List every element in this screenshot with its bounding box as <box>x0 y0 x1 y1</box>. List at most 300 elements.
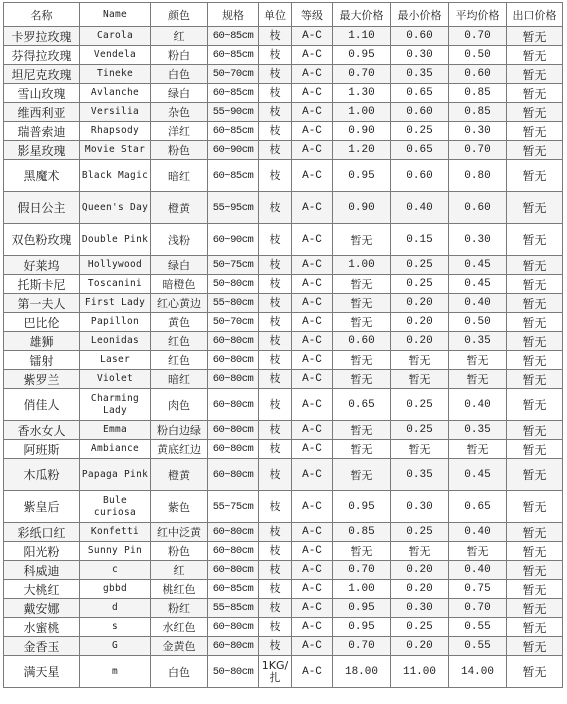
cell-export-price: 暂无 <box>507 256 563 275</box>
cell-grade: A-C <box>292 160 333 192</box>
table-row <box>4 542 563 561</box>
cell-avg-price: 0.60 <box>449 65 507 84</box>
cell-grade: A-C <box>292 332 333 351</box>
cell-unit: 枝 <box>259 599 292 618</box>
cell-avg-price: 0.65 <box>449 491 507 523</box>
cell-export-price: 暂无 <box>507 27 563 46</box>
cell-en-name: Laser <box>80 351 151 370</box>
cell-grade: A-C <box>292 141 333 160</box>
cell-cn-name: 卡罗拉玫瑰 <box>4 27 80 46</box>
cell-spec: 50~80cm <box>208 275 259 294</box>
cell-cn-name: 芬得拉玫瑰 <box>4 46 80 65</box>
cell-max-price: 0.70 <box>333 65 391 84</box>
cell-min-price: 0.40 <box>391 192 449 224</box>
cell-cn-name: 影星玫瑰 <box>4 141 80 160</box>
cell-unit: 枝 <box>259 523 292 542</box>
cell-export-price: 暂无 <box>507 46 563 65</box>
cell-max-price: 0.90 <box>333 122 391 141</box>
cell-min-price: 0.25 <box>391 618 449 637</box>
cell-color: 暗红 <box>151 370 208 389</box>
cell-spec: 55~85cm <box>208 599 259 618</box>
cell-avg-price: 0.35 <box>449 421 507 440</box>
cell-min-price: 0.25 <box>391 523 449 542</box>
cell-en-name: Bule curiosa <box>80 491 151 523</box>
cell-spec: 60~80cm <box>208 440 259 459</box>
price-table-container <box>3 2 563 688</box>
cell-spec: 55~80cm <box>208 294 259 313</box>
header-export-price: 出口价格 <box>507 3 563 27</box>
cell-color: 粉色 <box>151 141 208 160</box>
cell-min-price: 0.20 <box>391 313 449 332</box>
table-row <box>4 103 563 122</box>
cell-max-price: 0.95 <box>333 599 391 618</box>
cell-max-price: 暂无 <box>333 351 391 370</box>
cell-avg-price: 暂无 <box>449 370 507 389</box>
cell-cn-name: 维西利亚 <box>4 103 80 122</box>
cell-max-price: 0.85 <box>333 523 391 542</box>
cell-grade: A-C <box>292 256 333 275</box>
cell-grade: A-C <box>292 103 333 122</box>
cell-avg-price: 0.70 <box>449 141 507 160</box>
cell-spec: 55~95cm <box>208 192 259 224</box>
cell-en-name: Violet <box>80 370 151 389</box>
header-spec: 规格 <box>208 3 259 27</box>
cell-export-price: 暂无 <box>507 275 563 294</box>
cell-unit: 枝 <box>259 332 292 351</box>
cell-cn-name: 巴比伦 <box>4 313 80 332</box>
cell-color: 黄底红边 <box>151 440 208 459</box>
cell-en-name: Versilia <box>80 103 151 122</box>
table-row <box>4 84 563 103</box>
cell-export-price: 暂无 <box>507 351 563 370</box>
cell-max-price: 0.95 <box>333 160 391 192</box>
cell-en-name: d <box>80 599 151 618</box>
cell-avg-price: 14.00 <box>449 656 507 688</box>
cell-cn-name: 黑魔术 <box>4 160 80 192</box>
cell-max-price: 1.30 <box>333 84 391 103</box>
cell-en-name: Carola <box>80 27 151 46</box>
cell-cn-name: 瑞普索迪 <box>4 122 80 141</box>
cell-max-price: 1.00 <box>333 256 391 275</box>
cell-grade: A-C <box>292 561 333 580</box>
cell-en-name: Papaga Pink <box>80 459 151 491</box>
cell-color: 绿白 <box>151 84 208 103</box>
cell-max-price: 1.00 <box>333 103 391 122</box>
cell-grade: A-C <box>292 637 333 656</box>
cell-export-price: 暂无 <box>507 561 563 580</box>
cell-en-name: Papillon <box>80 313 151 332</box>
cell-max-price: 0.70 <box>333 637 391 656</box>
cell-en-name: Black Magic <box>80 160 151 192</box>
cell-spec: 60~90cm <box>208 141 259 160</box>
cell-grade: A-C <box>292 370 333 389</box>
cell-cn-name: 双色粉玫瑰 <box>4 224 80 256</box>
cell-spec: 60~85cm <box>208 84 259 103</box>
cell-min-price: 0.65 <box>391 141 449 160</box>
cell-color: 杂色 <box>151 103 208 122</box>
cell-export-price: 暂无 <box>507 224 563 256</box>
cell-cn-name: 水蜜桃 <box>4 618 80 637</box>
cell-min-price: 0.15 <box>391 224 449 256</box>
cell-color: 洋红 <box>151 122 208 141</box>
cell-export-price: 暂无 <box>507 122 563 141</box>
cell-en-name: Charming Lady <box>80 389 151 421</box>
cell-unit: 枝 <box>259 313 292 332</box>
cell-spec: 50~70cm <box>208 65 259 84</box>
cell-spec: 60~90cm <box>208 224 259 256</box>
cell-max-price: 1.20 <box>333 141 391 160</box>
cell-color: 白色 <box>151 656 208 688</box>
cell-cn-name: 紫皇后 <box>4 491 80 523</box>
cell-avg-price: 0.85 <box>449 84 507 103</box>
cell-export-price: 暂无 <box>507 599 563 618</box>
cell-avg-price: 0.40 <box>449 561 507 580</box>
cell-unit: 枝 <box>259 618 292 637</box>
cell-export-price: 暂无 <box>507 440 563 459</box>
cell-avg-price: 0.85 <box>449 103 507 122</box>
cell-unit: 枝 <box>259 27 292 46</box>
cell-en-name: Hollywood <box>80 256 151 275</box>
cell-color: 粉白 <box>151 46 208 65</box>
cell-grade: A-C <box>292 491 333 523</box>
cell-spec: 60~80cm <box>208 542 259 561</box>
table-row <box>4 421 563 440</box>
cell-unit: 枝 <box>259 141 292 160</box>
cell-color: 绿白 <box>151 256 208 275</box>
flower-price-table <box>3 2 563 688</box>
cell-spec: 50~70cm <box>208 313 259 332</box>
cell-min-price: 0.25 <box>391 122 449 141</box>
cell-avg-price: 0.50 <box>449 313 507 332</box>
cell-grade: A-C <box>292 523 333 542</box>
cell-cn-name: 第一夫人 <box>4 294 80 313</box>
cell-avg-price: 0.35 <box>449 332 507 351</box>
cell-max-price: 暂无 <box>333 313 391 332</box>
table-row <box>4 332 563 351</box>
cell-export-price: 暂无 <box>507 421 563 440</box>
cell-cn-name: 金香玉 <box>4 637 80 656</box>
cell-spec: 50~80cm <box>208 656 259 688</box>
cell-min-price: 0.30 <box>391 46 449 65</box>
cell-min-price: 0.25 <box>391 275 449 294</box>
cell-spec: 60~85cm <box>208 27 259 46</box>
cell-en-name: Vendela <box>80 46 151 65</box>
cell-en-name: Queen's Day <box>80 192 151 224</box>
cell-en-name: Sunny Pin <box>80 542 151 561</box>
cell-export-price: 暂无 <box>507 84 563 103</box>
cell-spec: 60~80cm <box>208 637 259 656</box>
cell-color: 水红色 <box>151 618 208 637</box>
cell-cn-name: 木瓜粉 <box>4 459 80 491</box>
table-row <box>4 27 563 46</box>
cell-en-name: First Lady <box>80 294 151 313</box>
cell-export-price: 暂无 <box>507 491 563 523</box>
cell-cn-name: 彩纸口红 <box>4 523 80 542</box>
cell-cn-name: 科威迪 <box>4 561 80 580</box>
cell-grade: A-C <box>292 618 333 637</box>
cell-unit: 枝 <box>259 224 292 256</box>
cell-en-name: Toscanini <box>80 275 151 294</box>
cell-color: 橙黄 <box>151 459 208 491</box>
cell-min-price: 0.20 <box>391 561 449 580</box>
cell-en-name: Leonidas <box>80 332 151 351</box>
cell-min-price: 0.25 <box>391 421 449 440</box>
cell-export-price: 暂无 <box>507 459 563 491</box>
table-row <box>4 637 563 656</box>
cell-spec: 60~80cm <box>208 618 259 637</box>
cell-spec: 60~80cm <box>208 561 259 580</box>
cell-min-price: 0.35 <box>391 65 449 84</box>
cell-unit: 枝 <box>259 160 292 192</box>
header-unit: 单位 <box>259 3 292 27</box>
table-row <box>4 192 563 224</box>
table-row <box>4 491 563 523</box>
cell-unit: 枝 <box>259 542 292 561</box>
header-color: 颜色 <box>151 3 208 27</box>
cell-min-price: 0.20 <box>391 332 449 351</box>
table-row <box>4 656 563 688</box>
cell-grade: A-C <box>292 27 333 46</box>
table-row <box>4 313 563 332</box>
cell-grade: A-C <box>292 599 333 618</box>
cell-cn-name: 紫罗兰 <box>4 370 80 389</box>
cell-max-price: 1.10 <box>333 27 391 46</box>
cell-color: 黄色 <box>151 313 208 332</box>
table-body <box>4 27 563 688</box>
cell-avg-price: 0.70 <box>449 27 507 46</box>
header-avg-price: 平均价格 <box>449 3 507 27</box>
cell-color: 紫色 <box>151 491 208 523</box>
cell-min-price: 0.25 <box>391 389 449 421</box>
table-row <box>4 275 563 294</box>
cell-max-price: 暂无 <box>333 459 391 491</box>
cell-avg-price: 暂无 <box>449 542 507 561</box>
cell-unit: 枝 <box>259 192 292 224</box>
cell-min-price: 0.65 <box>391 84 449 103</box>
cell-grade: A-C <box>292 580 333 599</box>
cell-export-price: 暂无 <box>507 65 563 84</box>
cell-spec: 60~80cm <box>208 459 259 491</box>
cell-max-price: 暂无 <box>333 421 391 440</box>
cell-cn-name: 满天星 <box>4 656 80 688</box>
table-row <box>4 122 563 141</box>
header-cn-name: 名称 <box>4 3 80 27</box>
cell-max-price: 0.95 <box>333 618 391 637</box>
cell-cn-name: 托斯卡尼 <box>4 275 80 294</box>
cell-spec: 60~85cm <box>208 122 259 141</box>
cell-grade: A-C <box>292 542 333 561</box>
cell-unit: 1KG/扎 <box>259 656 292 688</box>
cell-max-price: 暂无 <box>333 542 391 561</box>
cell-grade: A-C <box>292 192 333 224</box>
cell-color: 金黄色 <box>151 637 208 656</box>
cell-max-price: 暂无 <box>333 294 391 313</box>
cell-en-name: Ambiance <box>80 440 151 459</box>
cell-en-name: Movie Star <box>80 141 151 160</box>
cell-export-price: 暂无 <box>507 523 563 542</box>
cell-unit: 枝 <box>259 351 292 370</box>
cell-en-name: G <box>80 637 151 656</box>
cell-color: 白色 <box>151 65 208 84</box>
cell-grade: A-C <box>292 313 333 332</box>
cell-grade: A-C <box>292 389 333 421</box>
cell-avg-price: 0.45 <box>449 256 507 275</box>
cell-color: 肉色 <box>151 389 208 421</box>
cell-cn-name: 镭射 <box>4 351 80 370</box>
cell-en-name: Tineke <box>80 65 151 84</box>
cell-unit: 枝 <box>259 103 292 122</box>
table-row <box>4 46 563 65</box>
cell-en-name: gbbd <box>80 580 151 599</box>
cell-avg-price: 0.30 <box>449 122 507 141</box>
cell-min-price: 0.60 <box>391 103 449 122</box>
cell-cn-name: 假日公主 <box>4 192 80 224</box>
cell-grade: A-C <box>292 459 333 491</box>
cell-min-price: 0.60 <box>391 27 449 46</box>
cell-unit: 枝 <box>259 256 292 275</box>
cell-max-price: 0.65 <box>333 389 391 421</box>
table-row <box>4 599 563 618</box>
cell-unit: 枝 <box>259 389 292 421</box>
cell-export-price: 暂无 <box>507 389 563 421</box>
cell-min-price: 0.25 <box>391 256 449 275</box>
cell-cn-name: 坦尼克玫瑰 <box>4 65 80 84</box>
cell-grade: A-C <box>292 65 333 84</box>
cell-export-price: 暂无 <box>507 542 563 561</box>
cell-unit: 枝 <box>259 561 292 580</box>
cell-grade: A-C <box>292 421 333 440</box>
cell-min-price: 0.20 <box>391 580 449 599</box>
cell-unit: 枝 <box>259 122 292 141</box>
cell-unit: 枝 <box>259 275 292 294</box>
cell-unit: 枝 <box>259 459 292 491</box>
cell-unit: 枝 <box>259 421 292 440</box>
cell-unit: 枝 <box>259 580 292 599</box>
cell-cn-name: 戴安娜 <box>4 599 80 618</box>
cell-grade: A-C <box>292 84 333 103</box>
cell-export-price: 暂无 <box>507 160 563 192</box>
cell-export-price: 暂无 <box>507 637 563 656</box>
cell-en-name: Avlanche <box>80 84 151 103</box>
cell-cn-name: 雄狮 <box>4 332 80 351</box>
cell-avg-price: 0.60 <box>449 192 507 224</box>
cell-max-price: 0.95 <box>333 491 391 523</box>
cell-en-name: Double Pink <box>80 224 151 256</box>
cell-en-name: Rhapsody <box>80 122 151 141</box>
table-row <box>4 351 563 370</box>
cell-export-price: 暂无 <box>507 192 563 224</box>
cell-min-price: 0.60 <box>391 160 449 192</box>
header-en-name: Name <box>80 3 151 27</box>
cell-color: 红中泛黄 <box>151 523 208 542</box>
table-row <box>4 440 563 459</box>
cell-color: 粉色 <box>151 542 208 561</box>
cell-grade: A-C <box>292 275 333 294</box>
cell-spec: 60~85cm <box>208 580 259 599</box>
cell-spec: 55~75cm <box>208 491 259 523</box>
cell-avg-price: 暂无 <box>449 351 507 370</box>
cell-grade: A-C <box>292 440 333 459</box>
cell-export-price: 暂无 <box>507 656 563 688</box>
cell-cn-name: 大桃红 <box>4 580 80 599</box>
cell-cn-name: 雪山玫瑰 <box>4 84 80 103</box>
cell-color: 红 <box>151 561 208 580</box>
table-row <box>4 618 563 637</box>
cell-en-name: m <box>80 656 151 688</box>
cell-spec: 60~85cm <box>208 160 259 192</box>
table-row <box>4 141 563 160</box>
cell-max-price: 0.95 <box>333 46 391 65</box>
table-row <box>4 389 563 421</box>
cell-color: 红 <box>151 27 208 46</box>
cell-max-price: 1.00 <box>333 580 391 599</box>
cell-cn-name: 阿班斯 <box>4 440 80 459</box>
cell-min-price: 0.35 <box>391 459 449 491</box>
cell-avg-price: 0.45 <box>449 459 507 491</box>
cell-avg-price: 0.40 <box>449 389 507 421</box>
cell-unit: 枝 <box>259 440 292 459</box>
cell-max-price: 0.90 <box>333 192 391 224</box>
cell-min-price: 暂无 <box>391 351 449 370</box>
header-grade: 等级 <box>292 3 333 27</box>
cell-cn-name: 香水女人 <box>4 421 80 440</box>
cell-en-name: Konfetti <box>80 523 151 542</box>
cell-spec: 60~80cm <box>208 370 259 389</box>
cell-min-price: 0.20 <box>391 294 449 313</box>
table-row <box>4 65 563 84</box>
cell-min-price: 暂无 <box>391 370 449 389</box>
cell-export-price: 暂无 <box>507 580 563 599</box>
cell-unit: 枝 <box>259 84 292 103</box>
cell-export-price: 暂无 <box>507 294 563 313</box>
cell-avg-price: 暂无 <box>449 440 507 459</box>
cell-export-price: 暂无 <box>507 332 563 351</box>
cell-unit: 枝 <box>259 294 292 313</box>
cell-color: 暗橙色 <box>151 275 208 294</box>
table-row <box>4 370 563 389</box>
table-row <box>4 160 563 192</box>
cell-export-price: 暂无 <box>507 103 563 122</box>
cell-avg-price: 0.70 <box>449 599 507 618</box>
cell-spec: 50~75cm <box>208 256 259 275</box>
table-row <box>4 256 563 275</box>
cell-export-price: 暂无 <box>507 141 563 160</box>
cell-export-price: 暂无 <box>507 618 563 637</box>
cell-cn-name: 阳光粉 <box>4 542 80 561</box>
cell-export-price: 暂无 <box>507 313 563 332</box>
cell-grade: A-C <box>292 46 333 65</box>
cell-export-price: 暂无 <box>507 370 563 389</box>
cell-avg-price: 0.80 <box>449 160 507 192</box>
cell-color: 红色 <box>151 351 208 370</box>
cell-max-price: 暂无 <box>333 275 391 294</box>
cell-color: 粉白边绿 <box>151 421 208 440</box>
cell-avg-price: 0.30 <box>449 224 507 256</box>
cell-avg-price: 0.40 <box>449 294 507 313</box>
table-row <box>4 523 563 542</box>
cell-cn-name: 俏佳人 <box>4 389 80 421</box>
cell-grade: A-C <box>292 294 333 313</box>
cell-avg-price: 0.75 <box>449 580 507 599</box>
cell-unit: 枝 <box>259 637 292 656</box>
cell-min-price: 暂无 <box>391 440 449 459</box>
cell-en-name: s <box>80 618 151 637</box>
cell-color: 浅粉 <box>151 224 208 256</box>
cell-min-price: 0.20 <box>391 637 449 656</box>
table-row <box>4 224 563 256</box>
cell-avg-price: 0.55 <box>449 637 507 656</box>
cell-color: 暗红 <box>151 160 208 192</box>
